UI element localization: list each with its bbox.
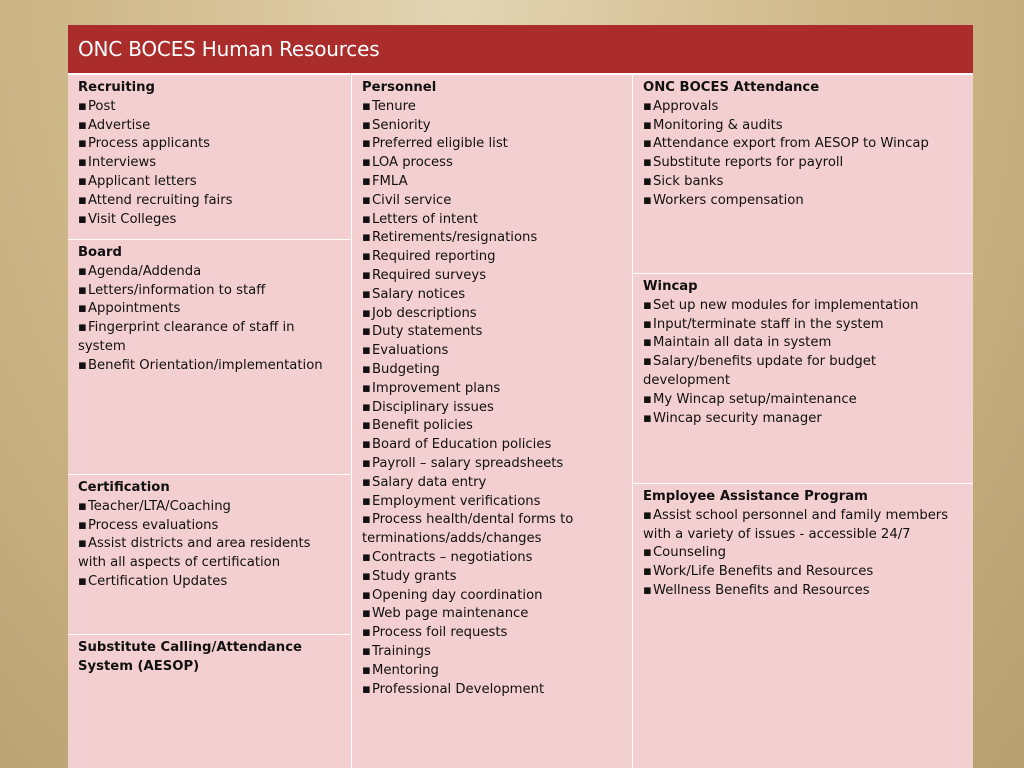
cell-title: Substitute Calling/Attendance System (AESOP): [78, 640, 302, 674]
list-item: ▪ Process foil requests: [362, 624, 624, 643]
list-item: ▪ FMLA: [362, 173, 624, 192]
list-item: ▪ Web page maintenance: [362, 605, 624, 624]
cell-title: Wincap: [643, 279, 698, 294]
list-item: ▪ Salary notices: [362, 286, 624, 305]
list-item: ▪ Board of Education policies: [362, 436, 624, 455]
list-item: ▪ Seniority: [362, 117, 624, 136]
list-item: ▪ Opening day coordination: [362, 587, 624, 606]
cell-employee-assistance: [633, 483, 973, 768]
list-item: ▪ Budgeting: [362, 361, 624, 380]
table-title: ONC BOCES Human Resources: [68, 25, 973, 73]
list-item: ▪ Appointments: [78, 300, 342, 319]
list-item: ▪ Approvals: [643, 98, 966, 117]
list-item: ▪ Assist districts and area residents with all aspects of certification: [78, 535, 342, 573]
item-list: [643, 507, 966, 601]
hr-table: [68, 25, 973, 768]
list-item: ▪ Input/terminate staff in the system: [643, 316, 966, 335]
list-item: ▪ Trainings: [362, 643, 624, 662]
cell-board: [68, 239, 350, 474]
list-item: ▪ Civil service: [362, 192, 624, 211]
list-item: ▪ Teacher/LTA/Coaching: [78, 498, 342, 517]
list-item: ▪ Work/Life Benefits and Resources: [643, 563, 966, 582]
list-item: ▪ Contracts – negotiations: [362, 549, 624, 568]
item-list: [78, 263, 342, 376]
cell-attendance: [633, 73, 973, 273]
list-item: ▪ Study grants: [362, 568, 624, 587]
item-list: [643, 297, 966, 429]
cell-title: Recruiting: [78, 80, 155, 95]
list-item: ▪ Attend recruiting fairs: [78, 192, 342, 211]
item-list: [643, 98, 966, 211]
list-item: ▪ Substitute reports for payroll: [643, 154, 966, 173]
cell-certification: [68, 474, 350, 634]
list-item: ▪ Advertise: [78, 117, 342, 136]
list-item: ▪ Letters/information to staff: [78, 282, 342, 301]
list-item: ▪ Job descriptions: [362, 305, 624, 324]
list-item: ▪ Benefit Orientation/implementation: [78, 357, 342, 376]
right-column: [632, 73, 973, 768]
list-item: ▪ Salary data entry: [362, 474, 624, 493]
list-item: ▪ Wellness Benefits and Resources: [643, 582, 966, 601]
list-item: ▪ Process applicants: [78, 135, 342, 154]
list-item: ▪ Professional Development: [362, 681, 624, 700]
list-item: ▪ Applicant letters: [78, 173, 342, 192]
cell-personnel: [352, 73, 632, 768]
list-item: ▪ Wincap security manager: [643, 410, 966, 429]
list-item: ▪ Payroll – salary spreadsheets: [362, 455, 624, 474]
cell-title: ONC BOCES Attendance: [643, 80, 820, 95]
list-item: ▪ Attendance export from AESOP to Wincap: [643, 135, 966, 154]
list-item: ▪ Set up new modules for implementation: [643, 297, 966, 316]
list-item: ▪ Assist school personnel and family members with a variety of issues - accessible 24/7: [643, 507, 966, 545]
list-item: ▪ My Wincap setup/maintenance: [643, 391, 966, 410]
list-item: ▪ Salary/benefits update for budget development: [643, 353, 966, 391]
list-item: ▪ Visit Colleges: [78, 211, 342, 230]
item-list: [362, 98, 624, 700]
list-item: ▪ Benefit policies: [362, 417, 624, 436]
list-item: ▪ Post: [78, 98, 342, 117]
list-item: ▪ Process evaluations: [78, 517, 342, 536]
list-item: ▪ Workers compensation: [643, 192, 966, 211]
cell-wincap: [633, 273, 973, 483]
list-item: ▪ Maintain all data in system: [643, 334, 966, 353]
list-item: ▪ Process health/dental forms to terminations/adds/changes: [362, 511, 624, 549]
list-item: ▪ Improvement plans: [362, 380, 624, 399]
cell-title: Certification: [78, 480, 170, 495]
list-item: ▪ Tenure: [362, 98, 624, 117]
list-item: ▪ Preferred eligible list: [362, 135, 624, 154]
item-list: [78, 98, 342, 230]
list-item: ▪ Required reporting: [362, 248, 624, 267]
list-item: ▪ Certification Updates: [78, 573, 342, 592]
cell-title: Personnel: [362, 80, 437, 95]
cell-title: Employee Assistance Program: [643, 489, 868, 504]
list-item: ▪ Monitoring & audits: [643, 117, 966, 136]
middle-column: [351, 73, 632, 768]
list-item: ▪ LOA process: [362, 154, 624, 173]
left-column: [68, 73, 350, 768]
list-item: ▪ Disciplinary issues: [362, 399, 624, 418]
list-item: ▪ Agenda/Addenda: [78, 263, 342, 282]
list-item: ▪ Mentoring: [362, 662, 624, 681]
cell-recruiting: [68, 73, 350, 239]
item-list: [78, 498, 342, 592]
list-item: ▪ Fingerprint clearance of staff in system: [78, 319, 342, 357]
list-item: ▪ Interviews: [78, 154, 342, 173]
list-item: ▪ Sick banks: [643, 173, 966, 192]
list-item: ▪ Evaluations: [362, 342, 624, 361]
list-item: ▪ Required surveys: [362, 267, 624, 286]
cell-substitute-calling: [68, 634, 350, 768]
cell-title: Board: [78, 245, 122, 260]
list-item: ▪ Retirements/resignations: [362, 229, 624, 248]
list-item: ▪ Duty statements: [362, 323, 624, 342]
list-item: ▪ Letters of intent: [362, 211, 624, 230]
list-item: ▪ Counseling: [643, 544, 966, 563]
list-item: ▪ Employment verifications: [362, 493, 624, 512]
